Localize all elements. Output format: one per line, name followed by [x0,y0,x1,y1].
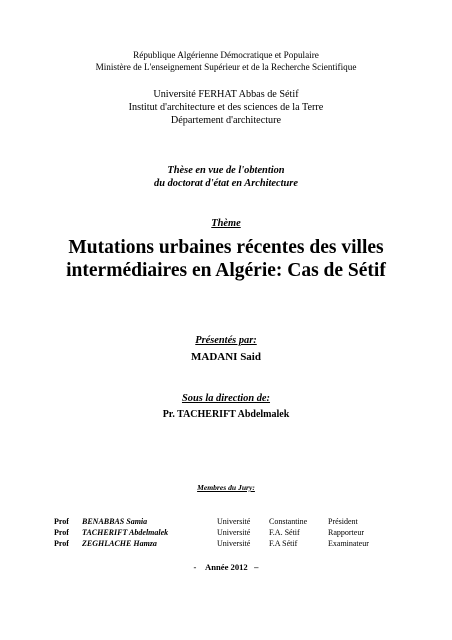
thesis-line-2: du doctorat d'état en Architecture [154,178,298,189]
institute-line: Institut d'architecture et des sciences de la Terre [128,102,324,113]
thesis-line-1: Thèse en vue de l'obtention [167,165,285,176]
header-block [0,50,452,73]
jury-member-title: Prof [54,539,69,548]
jury-member-institution: Université [217,539,251,548]
department-line: Département d'architecture [170,115,282,126]
footer-year-line [0,562,452,573]
supervisor-label: Sous la direction de: [181,393,271,404]
jury-member-institution: Université [217,517,251,526]
thesis-title-line-1: Mutations urbaines récentes des villes [68,237,384,258]
author-name: MADANI Said [191,351,261,363]
thesis-title-block [0,236,452,282]
jury-member-name: TACHERIFT Abdelmalek [82,528,169,537]
republic-line: République Algérienne Démocratique et Populaire [133,50,319,60]
thesis-title-line-2: intermédiaires en Algérie: Cas de Sétif [66,260,386,281]
author-block [0,350,452,364]
footer-dash-right: – [254,562,259,572]
jury-member-role: Rapporteur [328,528,364,537]
jury-member-title: Prof [54,517,69,526]
theme-label-block [0,217,452,230]
jury-member-city: F.A. Sétif [269,528,300,537]
university-line: Université FERHAT Abbas de Sétif [153,89,299,100]
jury-member-name: BENABBAS Samia [82,517,148,526]
jury-member-city: Constantine [269,517,308,526]
ministry-line: Ministère de L'enseignement Supérieur et de la Recherche Scientifique [95,61,357,72]
jury-label: Membres du Jury: [197,483,255,492]
jury-member-institution: Université [217,528,251,537]
jury-member-name: ZEGHLACHE Hamza [82,539,157,548]
institution-block [0,88,452,127]
supervisor-label-block [0,392,452,405]
supervisor-block [0,408,452,421]
supervisor-name: Pr. TACHERIFT Abdelmalek [162,409,290,420]
jury-member-role: Examinateur [328,539,369,548]
thesis-purpose-block [0,164,452,190]
footer-year: Année 2012 [204,562,248,572]
presented-by-label: Présentés par: [195,335,257,346]
footer-year-block [0,562,452,573]
jury-label-block [0,483,452,493]
jury-member-role: Président [328,517,358,526]
footer-dash-left: - [193,562,197,572]
presented-by-block [0,334,452,347]
theme-label: Thème [211,218,241,229]
jury-member-city: F.A Sétif [269,539,298,548]
jury-member-title: Prof [54,528,69,537]
